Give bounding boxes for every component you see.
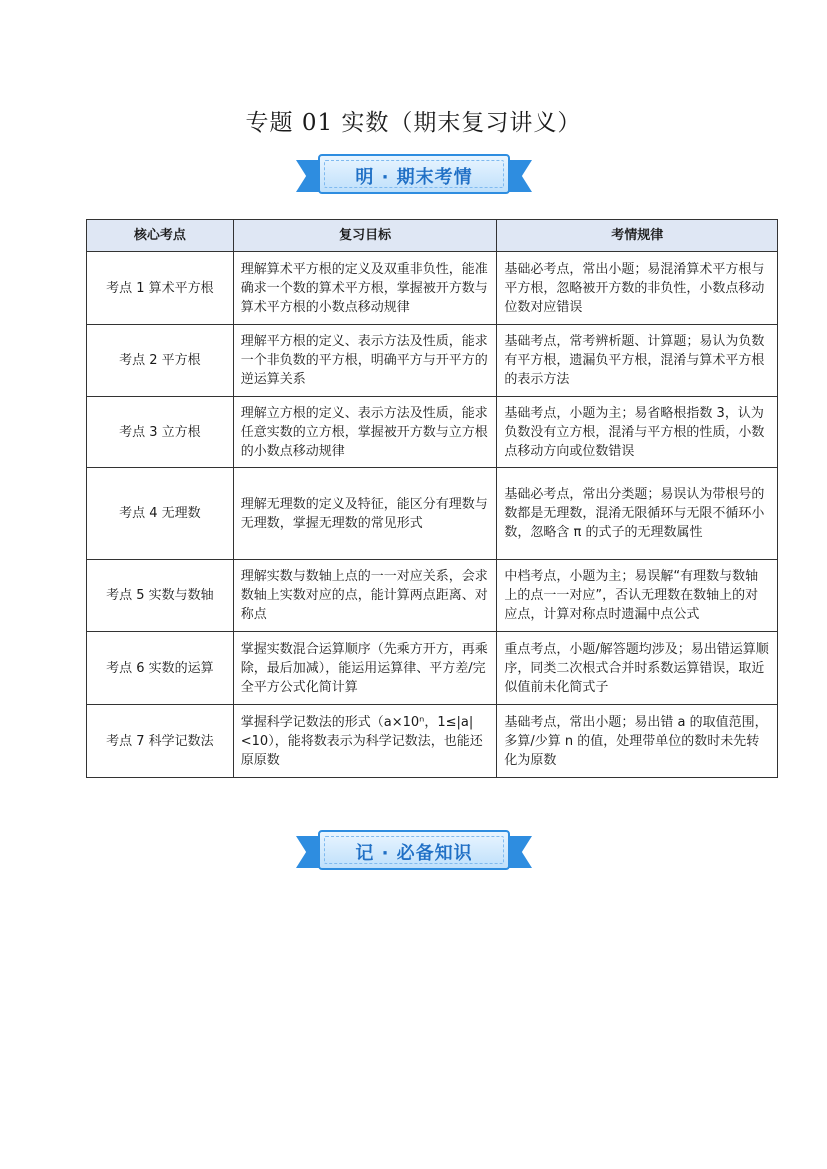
core-point-cell: 考点 3 立方根 <box>87 397 234 468</box>
section-banner-key-knowledge <box>296 830 532 874</box>
review-goal-cell: 理解实数与数轴上点的一一对应关系，会求数轴上实数对应的点，能计算两点距离、对称点 <box>233 560 497 632</box>
table-header-row <box>87 220 778 252</box>
core-point-cell: 考点 7 科学记数法 <box>87 705 234 778</box>
page-title: 专题 01 实数（期末复习讲义） <box>245 110 582 136</box>
table-row <box>87 560 778 632</box>
table-row <box>87 705 778 778</box>
table-row <box>87 252 778 325</box>
exam-pattern-cell: 基础必考点，常出小题；易混淆算术平方根与平方根，忽略被开方数的非负性，小数点移动位数对应错误 <box>497 252 778 325</box>
table-row <box>87 632 778 705</box>
core-point-cell: 考点 2 平方根 <box>87 325 234 397</box>
section-banner-exam-trends <box>296 154 532 198</box>
exam-pattern-cell: 基础考点，常出小题；易出错 a 的取值范围，多算/少算 n 的值，处理带单位的数时未先转化为原数 <box>497 705 778 778</box>
review-goal-cell: 理解平方根的定义、表示方法及性质，能求一个非负数的平方根，明确平方与开平方的逆运算关系 <box>233 325 497 397</box>
exam-pattern-cell: 重点考点，小题/解答题均涉及；易出错运算顺序，同类二次根式合并时系数运算错误，取近似值前未化简式子 <box>497 632 778 705</box>
table-row <box>87 325 778 397</box>
header-review-goal: 复习目标 <box>233 220 497 252</box>
review-goal-cell: 理解无理数的定义及特征，能区分有理数与无理数，掌握无理数的常见形式 <box>233 468 497 560</box>
exam-pattern-cell: 基础必考点，常出分类题；易误认为带根号的数都是无理数，混淆无限循环与无限不循环小数，忽略含 π 的式子的无理数属性 <box>497 468 778 560</box>
table-row <box>87 468 778 560</box>
exam-overview-table <box>86 219 778 778</box>
review-goal-cell: 理解算术平方根的定义及双重非负性，能准确求一个数的算术平方根，掌握被开方数与算术平方根的小数点移动规律 <box>233 252 497 325</box>
banner-label: 记 · 必备知识 <box>355 843 473 864</box>
review-goal-cell: 掌握实数混合运算顺序（先乘方开方，再乘除，最后加减），能运用运算律、平方差/完全平方公式化简计算 <box>233 632 497 705</box>
exam-pattern-cell: 中档考点，小题为主；易误解“有理数与数轴上的点一一对应”，否认无理数在数轴上的对应点，计算对称点时遗漏中点公式 <box>497 560 778 632</box>
exam-pattern-cell: 基础考点，小题为主；易省略根指数 3，认为负数没有立方根，混淆与平方根的性质，小数点移动方向或位数错误 <box>497 397 778 468</box>
exam-pattern-cell: 基础考点，常考辨析题、计算题；易认为负数有平方根，遗漏负平方根，混淆与算术平方根的表示方法 <box>497 325 778 397</box>
core-point-cell: 考点 5 实数与数轴 <box>87 560 234 632</box>
core-point-cell: 考点 1 算术平方根 <box>87 252 234 325</box>
review-goal-cell: 掌握科学记数法的形式（a×10ⁿ，1≤|a|<10），能将数表示为科学记数法，也能还原原数 <box>233 705 497 778</box>
review-goal-cell: 理解立方根的定义、表示方法及性质，能求任意实数的立方根，掌握被开方数与立方根的小数点移动规律 <box>233 397 497 468</box>
header-core-point: 核心考点 <box>87 220 234 252</box>
core-point-cell: 考点 6 实数的运算 <box>87 632 234 705</box>
header-exam-pattern: 考情规律 <box>497 220 778 252</box>
banner-label: 明 · 期末考情 <box>355 167 473 188</box>
core-point-cell: 考点 4 无理数 <box>87 468 234 560</box>
table-row <box>87 397 778 468</box>
